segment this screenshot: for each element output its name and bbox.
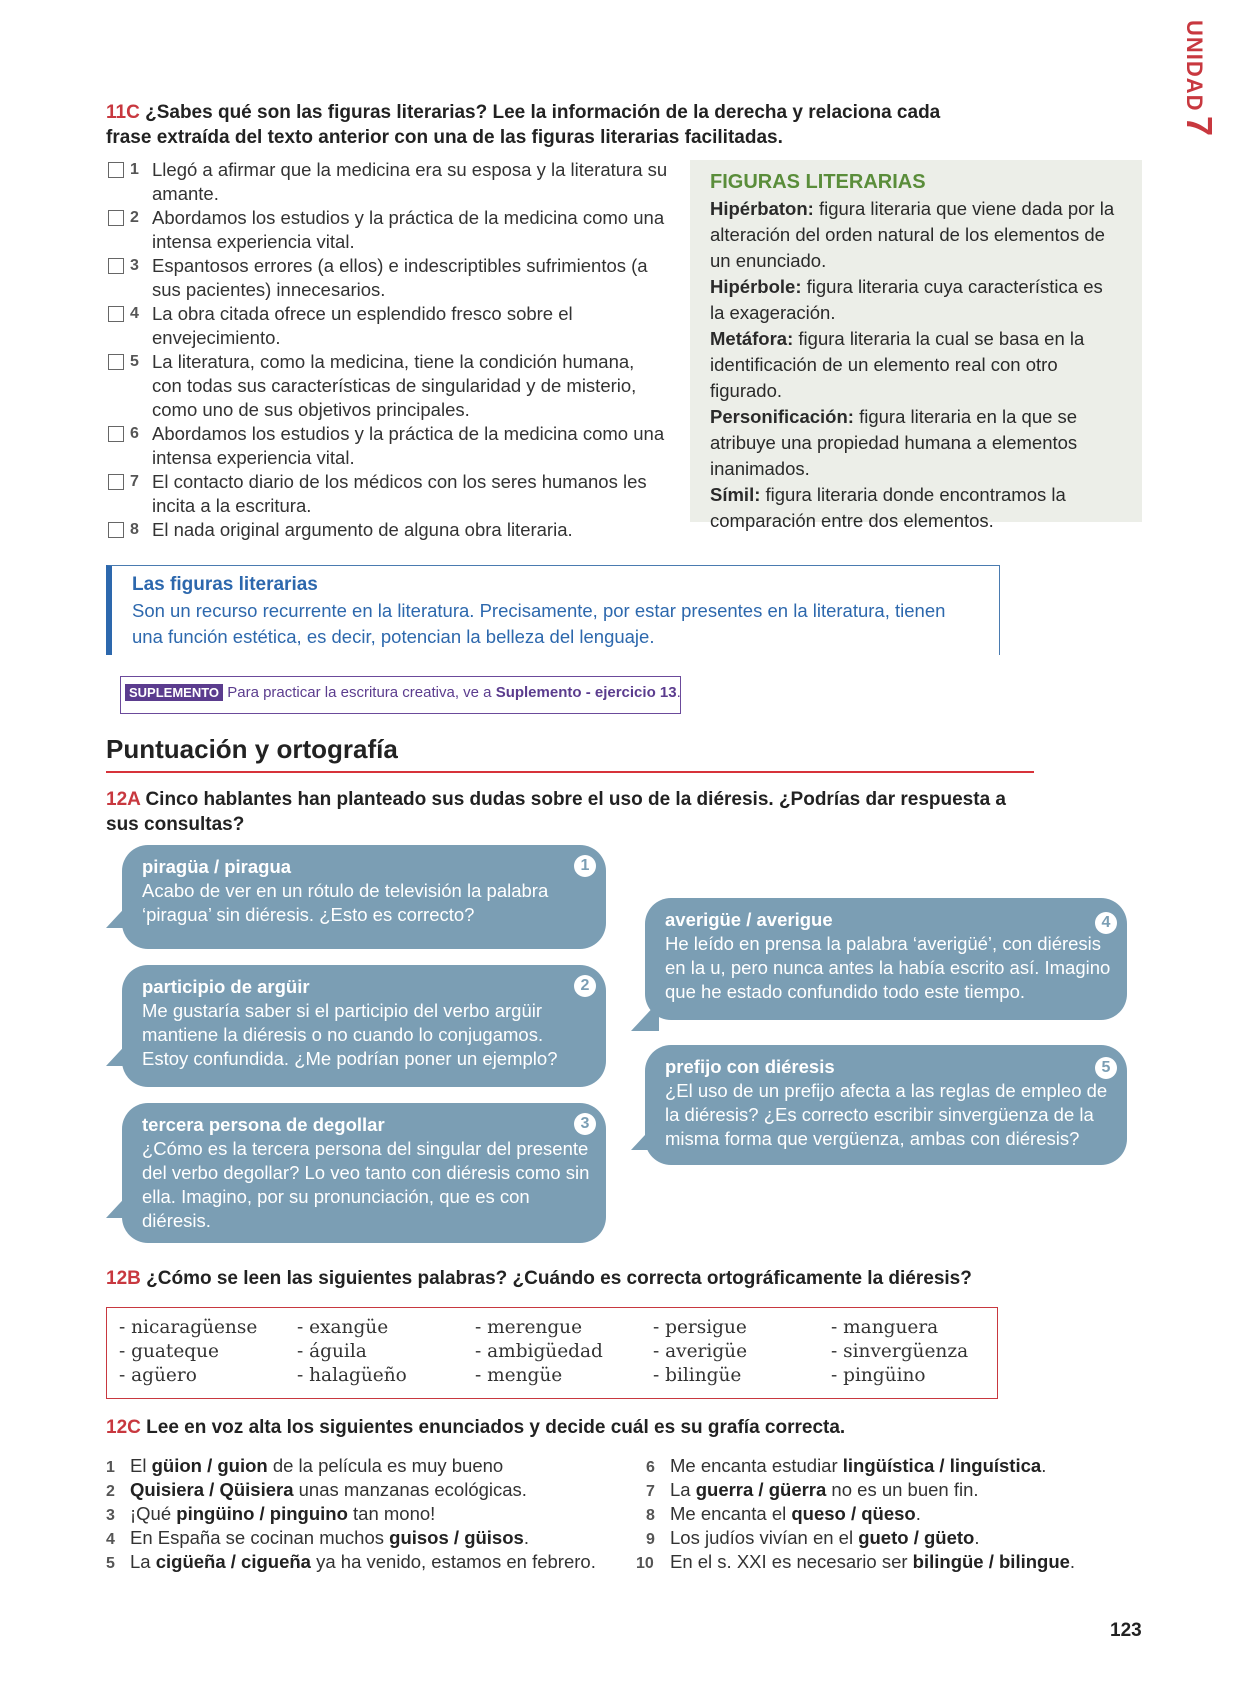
item-text: . bbox=[915, 1503, 921, 1524]
item-text: El bbox=[130, 1455, 152, 1476]
item-number: 6 bbox=[646, 1459, 655, 1476]
bubble-number: 2 bbox=[574, 975, 596, 997]
list-item bbox=[106, 1478, 527, 1504]
list-item bbox=[106, 1502, 435, 1528]
suplemento-box bbox=[120, 676, 681, 714]
list-item bbox=[636, 1550, 1075, 1576]
word: - averigüe bbox=[653, 1341, 748, 1362]
bubble-tail bbox=[106, 1188, 134, 1218]
question-bubble bbox=[122, 965, 606, 1087]
list-item bbox=[108, 518, 668, 542]
item-text: unas manzanas ecológicas. bbox=[293, 1479, 527, 1500]
word: - nicaragüense bbox=[119, 1317, 258, 1338]
item-text: Espantosos errores (a ellos) e indescriptibles sufrimientos (a sus pacientes) innecesarios. bbox=[152, 255, 648, 300]
note-title: Las figuras literarias bbox=[132, 574, 318, 595]
list-item bbox=[108, 158, 668, 206]
item-number: 10 bbox=[636, 1555, 654, 1572]
bubble-text: ¿El uso de un prefijo afecta a las reglas de empleo de la diéresis? ¿Es correcto escribir sinvergüenza de la misma forma que vergüenza, ambas con diéresis? bbox=[665, 1080, 1108, 1149]
list-item bbox=[106, 1454, 503, 1480]
item-number: 8 bbox=[646, 1507, 655, 1524]
figura-term: Hipérbole: bbox=[710, 276, 802, 297]
figura-entry bbox=[710, 404, 1122, 482]
item-number: 4 bbox=[130, 305, 139, 322]
unit-tab bbox=[1179, 20, 1222, 145]
figura-term: Símil: bbox=[710, 484, 761, 505]
item-text: . bbox=[974, 1527, 980, 1548]
item-text: La obra citada ofrece un esplendido fresco sobre el envejecimiento. bbox=[152, 303, 573, 348]
bubble-title: piragüa / piragua bbox=[142, 856, 292, 877]
bubble-tail bbox=[106, 1036, 134, 1066]
unit-label: UNIDAD bbox=[1182, 20, 1207, 112]
bubble-tail bbox=[631, 1120, 659, 1150]
item-text: . bbox=[523, 1527, 529, 1548]
list-item bbox=[108, 422, 668, 470]
item-number: 9 bbox=[646, 1531, 655, 1548]
bubble-number: 4 bbox=[1095, 912, 1117, 934]
figura-entry bbox=[710, 196, 1122, 274]
ex12a-instruction: Cinco hablantes han planteado sus dudas sobre el uso de la diéresis. ¿Podrías dar respuesta a sus consultas? bbox=[106, 789, 1006, 835]
list-item bbox=[646, 1478, 979, 1504]
item-text: Abordamos los estudios y la práctica de la medicina como una intensa experiencia vital. bbox=[152, 423, 665, 468]
item-text: Llegó a afirmar que la medicina era su esposa y la literatura su amante. bbox=[152, 159, 668, 204]
figura-def: figura literaria que viene dada por la alteración del orden natural de los elementos de un enunciado. bbox=[710, 198, 1115, 271]
list-item bbox=[108, 206, 668, 254]
item-text: no es un buen fin. bbox=[826, 1479, 979, 1500]
item-number: 5 bbox=[130, 353, 139, 370]
unit-number: 7 bbox=[1179, 116, 1220, 137]
word: - agüero bbox=[119, 1365, 197, 1386]
checkbox[interactable] bbox=[108, 474, 124, 490]
ex12b-number: 12B bbox=[106, 1268, 141, 1289]
item-text: de la película es muy bueno bbox=[267, 1455, 504, 1476]
list-item bbox=[108, 302, 668, 350]
bubble-text: He leído en prensa la palabra ‘averigüé’, con diéresis en la u, pero nunca antes la había escrito así. Imagino que he estado confundido todo este tiempo. bbox=[665, 933, 1111, 1002]
figura-def: figura literaria cuya característica es la exageración. bbox=[710, 276, 1103, 323]
item-option: pingüino / pinguino bbox=[176, 1503, 348, 1524]
figura-entry bbox=[710, 274, 1122, 326]
list-item bbox=[646, 1526, 979, 1552]
ex12c-instruction: Lee en voz alta los siguientes enunciados y decide cuál es su grafía correcta. bbox=[146, 1417, 846, 1438]
item-option: cigüeña / cigueña bbox=[155, 1551, 311, 1572]
item-option: lingüística / linguística bbox=[842, 1455, 1042, 1476]
bubble-text: ¿Cómo es la tercera persona del singular del presente del verbo degollar? Lo veo tanto con diéresis como sin ella. Imagino, por su pronunciación, que es con diéresis. bbox=[142, 1138, 590, 1231]
item-text: . bbox=[1069, 1551, 1076, 1572]
figuras-title: FIGURAS LITERARIAS bbox=[710, 171, 926, 193]
item-text: La bbox=[670, 1479, 696, 1500]
word: - manguera bbox=[831, 1317, 939, 1338]
item-text: La literatura, como la medicina, tiene la condición humana, con todas sus características de singularidad y de misterio, como uno de sus objetivos principales. bbox=[152, 351, 637, 420]
item-text: ¡Qué bbox=[130, 1503, 177, 1524]
question-bubble bbox=[122, 1103, 606, 1243]
checkbox[interactable] bbox=[108, 426, 124, 442]
item-option: guerra / güerra bbox=[695, 1479, 827, 1500]
item-option: queso / qüeso bbox=[791, 1503, 916, 1524]
note-box bbox=[106, 565, 1000, 655]
bubble-text: Me gustaría saber si el participio del verbo argüir mantiene la diéresis o no cuando lo conjugamos. Estoy confundida. ¿Me podrían poner un ejemplo? bbox=[142, 1000, 558, 1069]
item-option: güion / guion bbox=[151, 1455, 268, 1476]
item-text: Abordamos los estudios y la práctica de la medicina como una intensa experiencia vital. bbox=[152, 207, 665, 252]
item-text: ya ha venido, estamos en febrero. bbox=[310, 1551, 596, 1572]
question-bubble bbox=[645, 1045, 1127, 1165]
question-bubble bbox=[645, 898, 1127, 1020]
ex12b-heading bbox=[106, 1266, 1026, 1291]
item-text: Los judíos vivían en el bbox=[670, 1527, 859, 1548]
word: - guateque bbox=[119, 1341, 220, 1362]
ex12c-heading bbox=[106, 1415, 1026, 1440]
list-item bbox=[646, 1502, 921, 1528]
item-text: El nada original argumento de alguna obra literaria. bbox=[152, 519, 573, 540]
item-number: 7 bbox=[130, 473, 139, 490]
ex12b-instruction: ¿Cómo se leen las siguientes palabras? ¿Cuándo es correcta ortográficamente la diéresis? bbox=[146, 1268, 972, 1289]
ex11c-number: 11C bbox=[106, 102, 140, 123]
word: - persigue bbox=[653, 1317, 747, 1338]
word: - pingüino bbox=[831, 1365, 926, 1386]
figura-term: Hipérbaton: bbox=[710, 198, 814, 219]
checkbox[interactable] bbox=[108, 258, 124, 274]
item-number: 6 bbox=[130, 425, 139, 442]
section-title: Puntuación y ortografía bbox=[106, 734, 398, 764]
figura-term: Metáfora: bbox=[710, 328, 794, 349]
unit-label-group bbox=[1178, 20, 1220, 136]
figura-term: Personificación: bbox=[710, 406, 854, 427]
figuras-literarias-box bbox=[690, 160, 1142, 531]
figura-entry bbox=[710, 482, 1122, 534]
suplemento-end: . bbox=[676, 684, 681, 701]
bubble-title: prefijo con diéresis bbox=[665, 1056, 835, 1077]
item-option: gueto / güeto bbox=[858, 1527, 975, 1548]
bubble-title: tercera persona de degollar bbox=[142, 1114, 385, 1135]
figura-def: figura literaria la cual se basa en la identificación de un elemento real con otro figurado. bbox=[710, 328, 1085, 401]
word: - águila bbox=[297, 1341, 367, 1362]
question-bubble bbox=[122, 845, 606, 949]
ex12a-number: 12A bbox=[106, 789, 141, 810]
item-text: En el s. XXI es necesario ser bbox=[670, 1551, 913, 1572]
item-option: bilingüe / bilingue bbox=[912, 1551, 1070, 1572]
item-number: 3 bbox=[106, 1507, 115, 1524]
item-number: 2 bbox=[130, 209, 139, 226]
list-item bbox=[106, 1526, 529, 1552]
figura-def: figura literaria en la que se atribuye una propiedad humana a elementos inanimados. bbox=[710, 406, 1078, 479]
item-text: La bbox=[130, 1551, 156, 1572]
item-number: 5 bbox=[106, 1555, 115, 1572]
list-item bbox=[106, 1550, 596, 1576]
bubble-number: 1 bbox=[574, 855, 596, 877]
checkbox[interactable] bbox=[108, 210, 124, 226]
suplemento-badge: SUPLEMENTO bbox=[125, 684, 223, 701]
figura-entry bbox=[710, 326, 1122, 404]
ex11c-instruction: ¿Sabes qué son las figuras literarias? Lee la información de la derecha y relaciona cada frase extraída del texto anterior con una de las figuras literarias facilitadas. bbox=[106, 102, 941, 148]
ex12a-heading bbox=[106, 787, 1026, 837]
checkbox[interactable] bbox=[108, 522, 124, 538]
checkbox[interactable] bbox=[108, 162, 124, 178]
item-text: Me encanta el bbox=[670, 1503, 792, 1524]
item-text: . bbox=[1041, 1455, 1047, 1476]
word: - ambigüedad bbox=[475, 1341, 603, 1362]
item-number: 8 bbox=[130, 521, 139, 538]
figura-def: figura literaria donde encontramos la comparación entre dos elementos. bbox=[710, 484, 1066, 531]
ex11c-heading bbox=[106, 100, 986, 150]
word: - sinvergüenza bbox=[831, 1341, 969, 1362]
checkbox[interactable] bbox=[108, 354, 124, 370]
item-text: tan mono! bbox=[347, 1503, 436, 1524]
list-item bbox=[108, 470, 668, 518]
page-number: 123 bbox=[1110, 1620, 1142, 1641]
word: - bilingüe bbox=[653, 1365, 742, 1386]
suplemento-text: Para practicar la escritura creativa, ve a bbox=[227, 684, 496, 701]
bubble-tail bbox=[106, 898, 134, 928]
bubble-text: Acabo de ver en un rótulo de televisión la palabra ‘piragua’ sin diéresis. ¿Esto es correcto? bbox=[142, 880, 549, 925]
list-item bbox=[108, 254, 668, 302]
item-text: En España se cocinan muchos bbox=[130, 1527, 390, 1548]
section-divider bbox=[106, 771, 1034, 773]
word: - exangüe bbox=[297, 1317, 389, 1338]
item-number: 3 bbox=[130, 257, 139, 274]
ex12c-number: 12C bbox=[106, 1417, 141, 1438]
item-number: 1 bbox=[106, 1459, 115, 1476]
item-text: El contacto diario de los médicos con los seres humanos les incita a la escritura. bbox=[152, 471, 647, 516]
checkbox[interactable] bbox=[108, 306, 124, 322]
list-item bbox=[646, 1454, 1046, 1480]
word-box bbox=[106, 1307, 998, 1399]
word: - halagüeño bbox=[297, 1365, 407, 1386]
item-option: Quisiera / Qüisiera bbox=[130, 1479, 294, 1500]
note-text: Son un recurso recurrente en la literatura. Precisamente, por estar presentes en la literatura, tienen una función estética, es decir, potencian la belleza del lenguaje. bbox=[132, 600, 946, 647]
item-number: 2 bbox=[106, 1483, 115, 1500]
item-number: 7 bbox=[646, 1483, 655, 1500]
list-item bbox=[108, 350, 668, 422]
item-option: guisos / güisos bbox=[389, 1527, 524, 1548]
bubble-tail bbox=[631, 1001, 659, 1031]
suplemento-link[interactable]: Suplemento - ejercicio 13 bbox=[495, 684, 677, 701]
word: - merengue bbox=[475, 1317, 583, 1338]
bubble-title: participio de argüir bbox=[142, 976, 310, 997]
bubble-number: 5 bbox=[1095, 1057, 1117, 1079]
bubble-number: 3 bbox=[574, 1113, 596, 1135]
word: - mengüe bbox=[475, 1365, 563, 1386]
item-number: 1 bbox=[130, 161, 139, 178]
item-text: Me encanta estudiar bbox=[670, 1455, 843, 1476]
bubble-title: averigüe / averigue bbox=[665, 909, 833, 930]
item-number: 4 bbox=[106, 1531, 115, 1548]
